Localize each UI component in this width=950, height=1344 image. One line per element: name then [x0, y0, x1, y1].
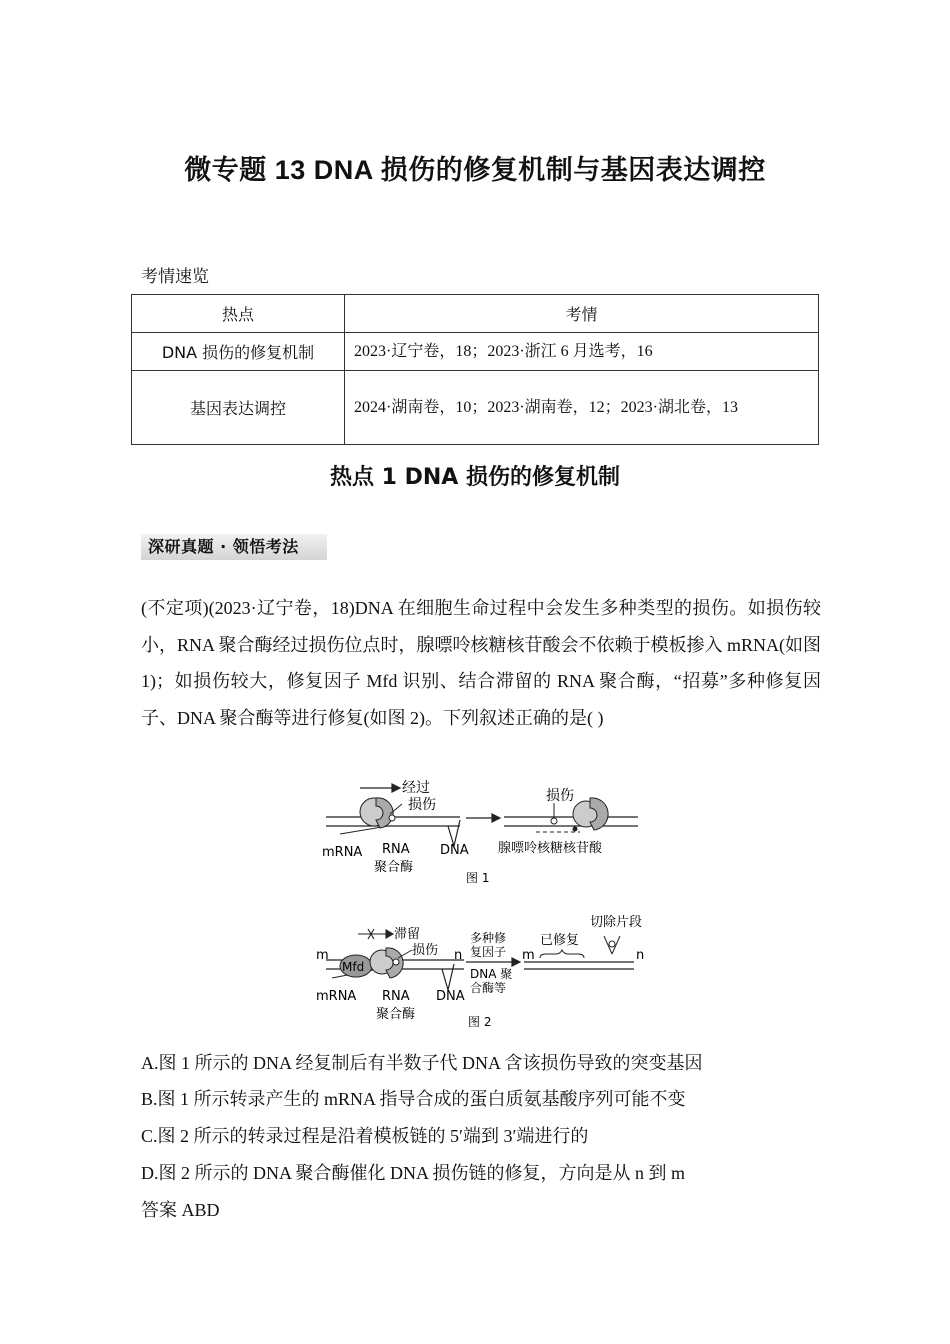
damage-label: 损伤 — [412, 943, 439, 958]
option-c: C.图 2 所示的转录过程是沿着模板链的 5′端到 3′端进行的 — [141, 1126, 589, 1146]
section-tag: 深研真题 · 领悟考法 — [141, 534, 327, 560]
n-right-label: n — [636, 948, 645, 963]
damage-marker-right — [551, 818, 557, 824]
mrna-label: mRNA — [322, 845, 363, 860]
process-arrow — [466, 814, 500, 822]
m-left-label: m — [316, 948, 329, 963]
repaired-label: 已修复 — [540, 933, 580, 948]
table-cell-exams: 2023·辽宁卷，18；2023·浙江 6 月选考，16 — [345, 333, 819, 371]
table-row — [132, 333, 819, 371]
dna-fork — [442, 964, 454, 990]
factor-label-1: 多种修 — [470, 931, 507, 945]
rna-polymerase-shape-right — [573, 798, 608, 830]
dna-strands-right — [504, 817, 638, 826]
dna-label: DNA — [440, 843, 469, 858]
stall-label: 滞留 — [394, 927, 421, 942]
damage-label: 损伤 — [408, 797, 436, 813]
table-row — [132, 371, 819, 445]
mfd-label: Mfd — [342, 960, 365, 974]
damage-marker — [389, 815, 395, 821]
polymerase-label-2: 聚合酶 — [376, 1007, 416, 1022]
question-stem: (不定项)(2023·辽宁卷，18)DNA 在细胞生命过程中会发生多种类型的损伤。如损伤较小，RNA 聚合酶经过损伤位点时，腺嘌呤核糖核苷酸会不依赖于模板掺入 mRNA(如图 1)；如损伤较大，修复因子 Mfd 识别、结合滞留的 RNA 聚合酶，“招募”多种修复因子、DNA 聚合酶等进行修复(如图 2)。下列叙述正确的是( ) — [141, 598, 822, 728]
polymerase-label-2: 聚合酶 — [374, 860, 414, 875]
n-mid-label: n — [454, 948, 463, 963]
table-header-row — [132, 295, 819, 333]
table-cell-exams: 2024·湖南卷，10；2023·湖南卷，12；2023·湖北卷，13 — [345, 371, 819, 445]
rna-polymerase-shape — [360, 798, 393, 828]
mrna-label: mRNA — [316, 989, 357, 1004]
pass-label: 经过 — [402, 780, 430, 796]
overview-label: 考情速览 — [141, 267, 209, 287]
excised-label: 切除片段 — [590, 915, 643, 930]
table-cell-topic: DNA 损伤的修复机制 — [132, 333, 345, 371]
table-cell-topic: 基因表达调控 — [132, 371, 345, 445]
polymerase-label-1: RNA — [382, 989, 410, 1004]
dna-polymerase-label-2: 合酶等 — [470, 981, 507, 995]
figure-1-diagram — [318, 776, 648, 888]
answer: 答案 ABD — [141, 1200, 220, 1220]
polymerase-label-1: RNA — [382, 842, 410, 857]
pass-arrow — [360, 784, 400, 792]
repaired-brace — [540, 950, 584, 958]
figure-2-diagram — [314, 912, 654, 1032]
damage-label-right: 损伤 — [546, 788, 574, 804]
option-d: D.图 2 所示的 DNA 聚合酶催化 DNA 损伤链的修复，方向是从 n 到 m — [141, 1163, 686, 1183]
factor-label-2: 复因子 — [470, 945, 507, 959]
page-title: 微专题 13 DNA 损伤的修复机制与基因表达调控 — [184, 155, 766, 185]
option-a: A.图 1 所示的 DNA 经复制后有半数子代 DNA 含该损伤导致的突变基因 — [141, 1053, 703, 1073]
damage-marker — [393, 959, 399, 965]
dna-label: DNA — [436, 989, 465, 1004]
figure-1-caption: 图 1 — [466, 871, 490, 885]
process-arrow — [466, 958, 520, 966]
exam-overview-table — [131, 294, 819, 445]
stall-arrow — [358, 929, 393, 939]
dna-polymerase-label-1: DNA 聚 — [470, 967, 513, 981]
hotspot-heading: 热点 1 DNA 损伤的修复机制 — [330, 465, 620, 490]
adenine-label: 腺嘌呤核糖核苷酸 — [498, 841, 603, 856]
excised-fragment-icon — [604, 936, 620, 954]
table-header-exams: 考情 — [345, 295, 819, 333]
option-b: B.图 1 所示转录产生的 mRNA 指导合成的蛋白质氨基酸序列可能不变 — [141, 1089, 686, 1109]
figure-2-caption: 图 2 — [468, 1015, 492, 1029]
m-right-label: m — [522, 948, 535, 963]
table-header-topic: 热点 — [132, 295, 345, 333]
